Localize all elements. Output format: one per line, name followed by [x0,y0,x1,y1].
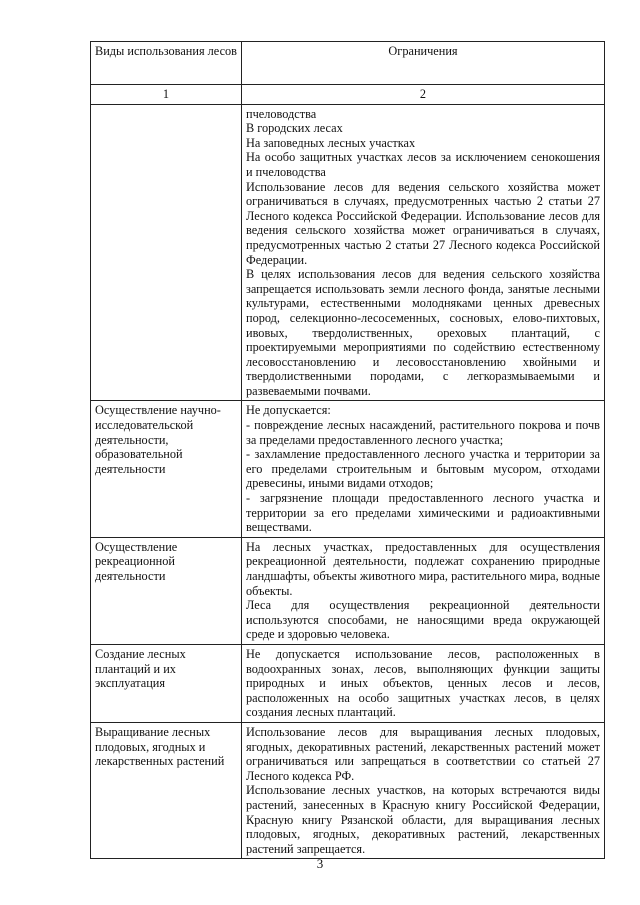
column-number-2: 2 [242,85,605,105]
restriction-paragraph: Использование лесных участков, на которых встречаются виды растений, занесенных в Красную книгу Российской Федерации, Красную книгу Рязанской области, для выращивания лесных плодовых, ягодных, декоративных растений, лекарственных растений запрещается. [246,783,600,856]
restriction-paragraph: Использование лесов для ведения сельского хозяйства может ограничиваться в случаях, предусмотренных частью 2 статьи 27 Лесного кодекса Российской Федерации. Использование лесов для ведения сельского хозяйства может ограничиваться в случаях, предусмотренных частью 2 статьи 27 Лесного кодекса Российской Федерации. [246,179,600,267]
restriction-paragraph: пчеловодства [246,106,317,121]
restrictions-cell [242,722,605,858]
table-row [91,401,605,537]
header-row [91,42,605,85]
column-number-1: 1 [91,85,242,105]
restriction-paragraph: Не допускается использование лесов, расположенных в водоохранных зонах, лесов, выполняющих функции защиты природных и иных объектов, ценных лесов и лесов, расположенных на особо защитных участках лесов, в целях создания лесных плантаций. [246,646,600,720]
use-type-cell: Создание лесных плантаций и их эксплуатация [91,644,242,722]
table-row [91,722,605,858]
restriction-paragraph: Использование лесов для выращивания лесных плодовых, ягодных, декоративных растений, лекарственных растений может ограничиваться или запрещаться в соответствии со статьей 27 Лесного кодекса РФ. [246,724,600,783]
restriction-paragraph: - загрязнение площади предоставленного лесного участка и территории за его пределами химическими и радиоактивными веществами. [246,491,600,535]
header-forest-use-types: Виды использования лесов [91,42,242,85]
restrictions-cell [242,644,605,722]
use-type-cell: Осуществление рекреационной деятельности [91,537,242,644]
use-type-cell: Выращивание лесных плодовых, ягодных и лекарственных растений [91,722,242,858]
restrictions-cell [242,104,605,401]
table-row [91,104,605,401]
column-number-row [91,85,605,105]
restrictions-cell [242,401,605,537]
table-row [91,537,605,644]
restriction-paragraph: - повреждение лесных насаждений, растительного покрова и почв за пределами предоставленного лесного участка; [246,418,600,447]
page-number: 3 [316,856,324,871]
restriction-paragraph: На заповедных лесных участках [246,135,416,150]
restriction-paragraph: Не допускается: [246,403,331,418]
restriction-paragraph: Леса для осуществления рекреационной деятельности используются способами, не наносящими вреда окружающей среде и здоровью человека. [246,598,600,642]
table-row [91,644,605,722]
header-restrictions: Ограничения [242,42,605,85]
restriction-paragraph: На лесных участках, предоставленных для осуществления рекреационной деятельности, подлежат сохранению природные ландшафты, объекты животного мира, растительного мира, водные объекты. [246,539,600,598]
restriction-paragraph: В городских лесах [246,121,343,136]
restriction-paragraph: - захламление предоставленного лесного участка и территории за его пределами строительным и бытовым мусором, отходами древесины, иными видами отходов; [246,447,600,491]
use-type-cell [91,104,242,401]
restriction-paragraph: В целях использования лесов для ведения сельского хозяйства запрещается использовать земли лесного фонда, занятые лесными культурами, естественными молодняками ценных древесных пород, селекционно-лесосеменных, сосновых, елово-пихтовых, ивовых, твердолиственных, ореховых плантаций, с проектируемыми мероприятиями по содействию естественному лесовосстановлению и лесовосстановлению хвойными и твердолиственными породами, с легкоразмываемыми и развеваемыми почвами. [246,267,600,398]
restrictions-cell [242,537,605,644]
use-type-cell: Осуществление научно-исследовательской деятельности, образовательной деятельности [91,401,242,537]
forest-use-restrictions-table [90,41,605,859]
restriction-paragraph: На особо защитных участках лесов за исключением сенокошения и пчеловодства [246,150,600,179]
